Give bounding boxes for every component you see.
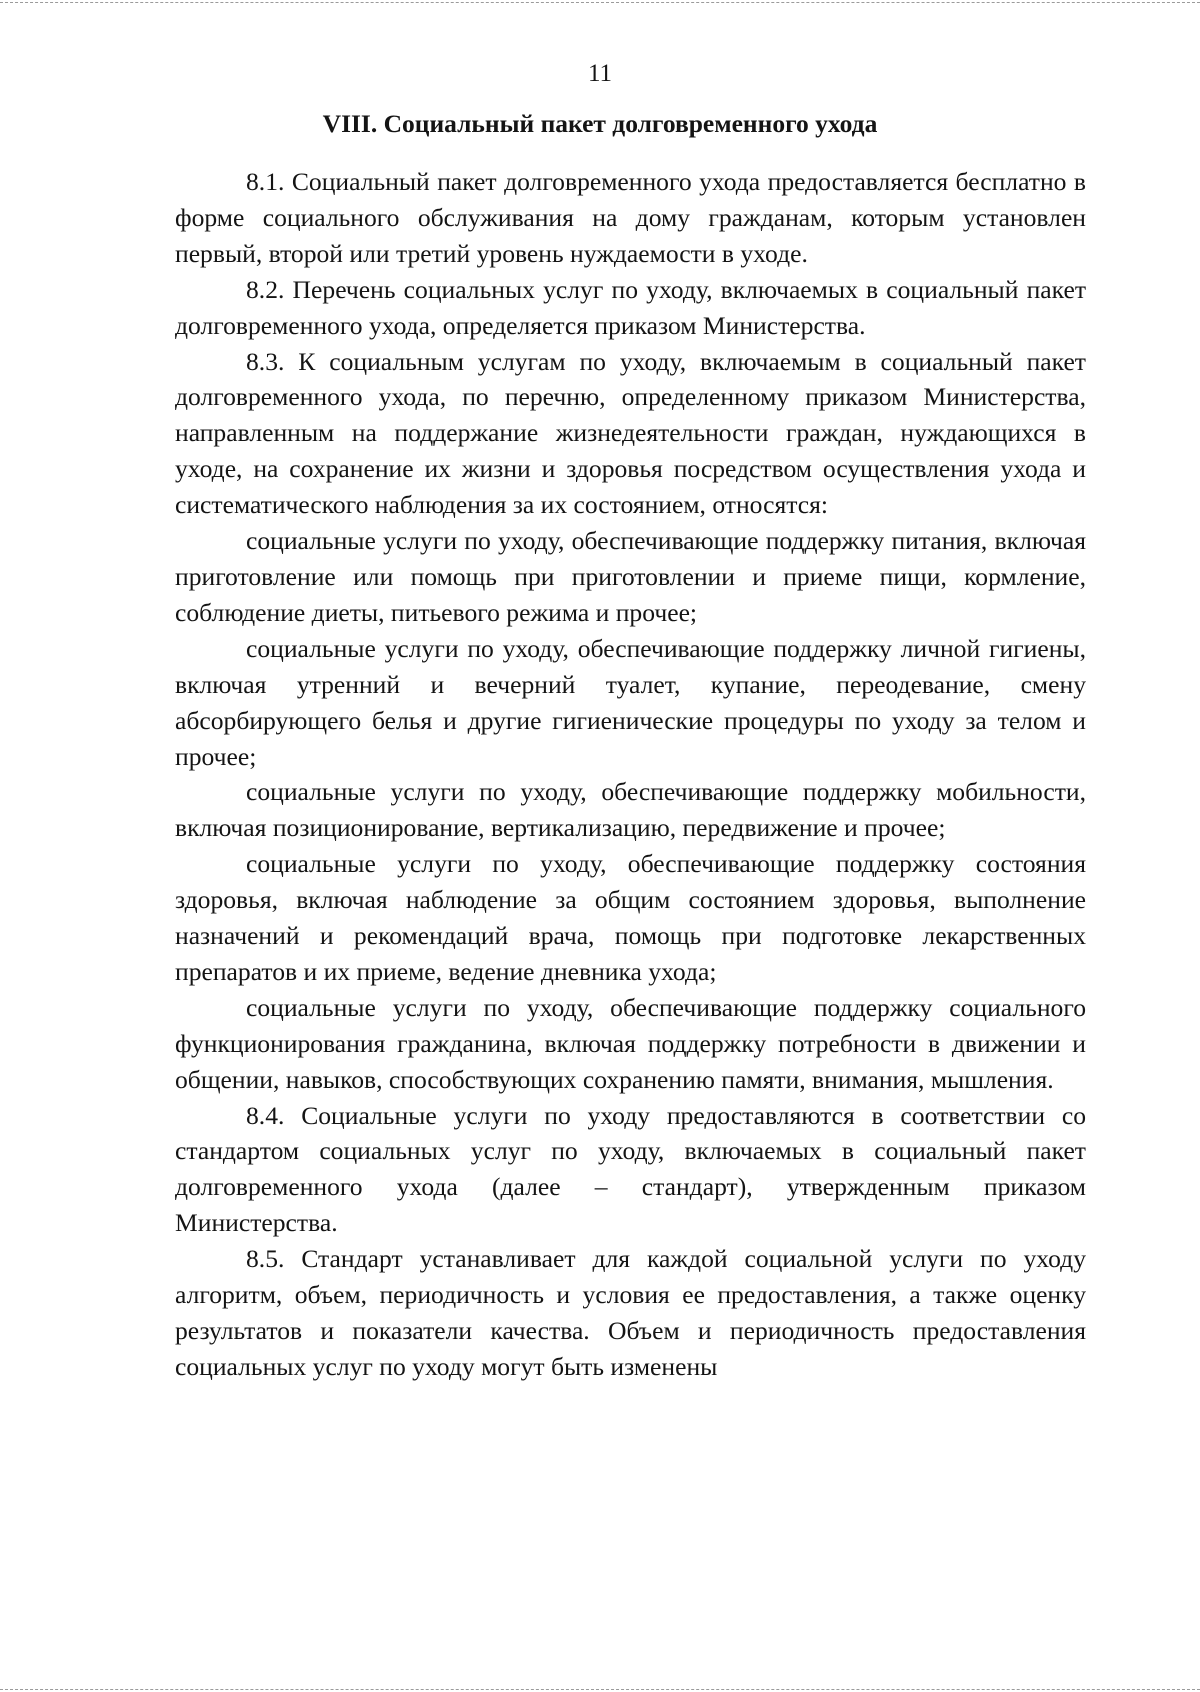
list-item-health: социальные услуги по уходу, обеспечивающие поддержку состояния здоровья, включая наблюдение за общим состоянием здоровья, выполнение назначений и рекомендаций врача, помощь при подготовке лекарственных препаратов и их приеме, ведение дневника ухода; — [175, 849, 1086, 986]
list-item-nutrition: социальные услуги по уходу, обеспечивающие поддержку питания, включая приготовление или помощь при приготовлении и приеме пищи, кормление, соблюдение диеты, питьевого режима и прочее; — [175, 526, 1086, 627]
section-heading: VIII. Социальный пакет долговременного ухода — [322, 109, 878, 138]
document-body — [175, 164, 1086, 1385]
list-item-mobility: социальные услуги по уходу, обеспечивающие поддержку мобильности, включая позиционирование, вертикализацию, передвижение и прочее; — [175, 777, 1086, 843]
paragraph-8-4: 8.4. Социальные услуги по уходу предоставляются в соответствии со стандартом социальных услуг по уходу, включаемых в социальный пакет долговременного ухода (далее – стандарт), утвержденным приказом Министерства. — [175, 1100, 1086, 1238]
paragraph-8-2: 8.2. Перечень социальных услуг по уходу, включаемых в социальный пакет долговременного ухода, определяется приказом Министерства. — [175, 274, 1086, 340]
scan-edge-top — [0, 2, 1200, 3]
list-item-social-functioning: социальные услуги по уходу, обеспечивающие поддержку социального функционирования гражданина, включая поддержку потребности в движении и общении, навыков, способствующих сохранению памяти, внимания, мышления. — [175, 992, 1086, 1094]
page-number: 11 — [587, 60, 613, 87]
list-item-hygiene: социальные услуги по уходу, обеспечивающие поддержку личной гигиены, включая утренний и вечерний туалет, купание, переодевание, смену абсорбирующего белья и другие гигиенические процедуры по уходу за телом и прочее; — [175, 633, 1086, 771]
paragraph-8-5: 8.5. Стандарт устанавливает для каждой социальной услуги по уходу алгоритм, объем, периодичность и условия ее предоставления, а также оценку результатов и показатели качества. Объем и периодичность предоставления социальных услуг по уходу могут быть изменены — [175, 1244, 1086, 1381]
paragraph-8-1: 8.1. Социальный пакет долговременного ухода предоставляется бесплатно в форме социального обслуживания на дому гражданам, которым установлен первый, второй или третий уровень нуждаемости в уходе. — [175, 167, 1086, 268]
paragraph-8-3: 8.3. К социальным услугам по уходу, включаемым в социальный пакет долговременного ухода, по перечню, определенному приказом Министерства, направленным на поддержание жизнедеятельности граждан, нуждающихся в уходе, на сохранение их жизни и здоровья посредством осуществления ухода и систематического наблюдения за их состоянием, относятся: — [175, 346, 1086, 520]
scan-edge-bottom — [0, 1689, 1200, 1690]
